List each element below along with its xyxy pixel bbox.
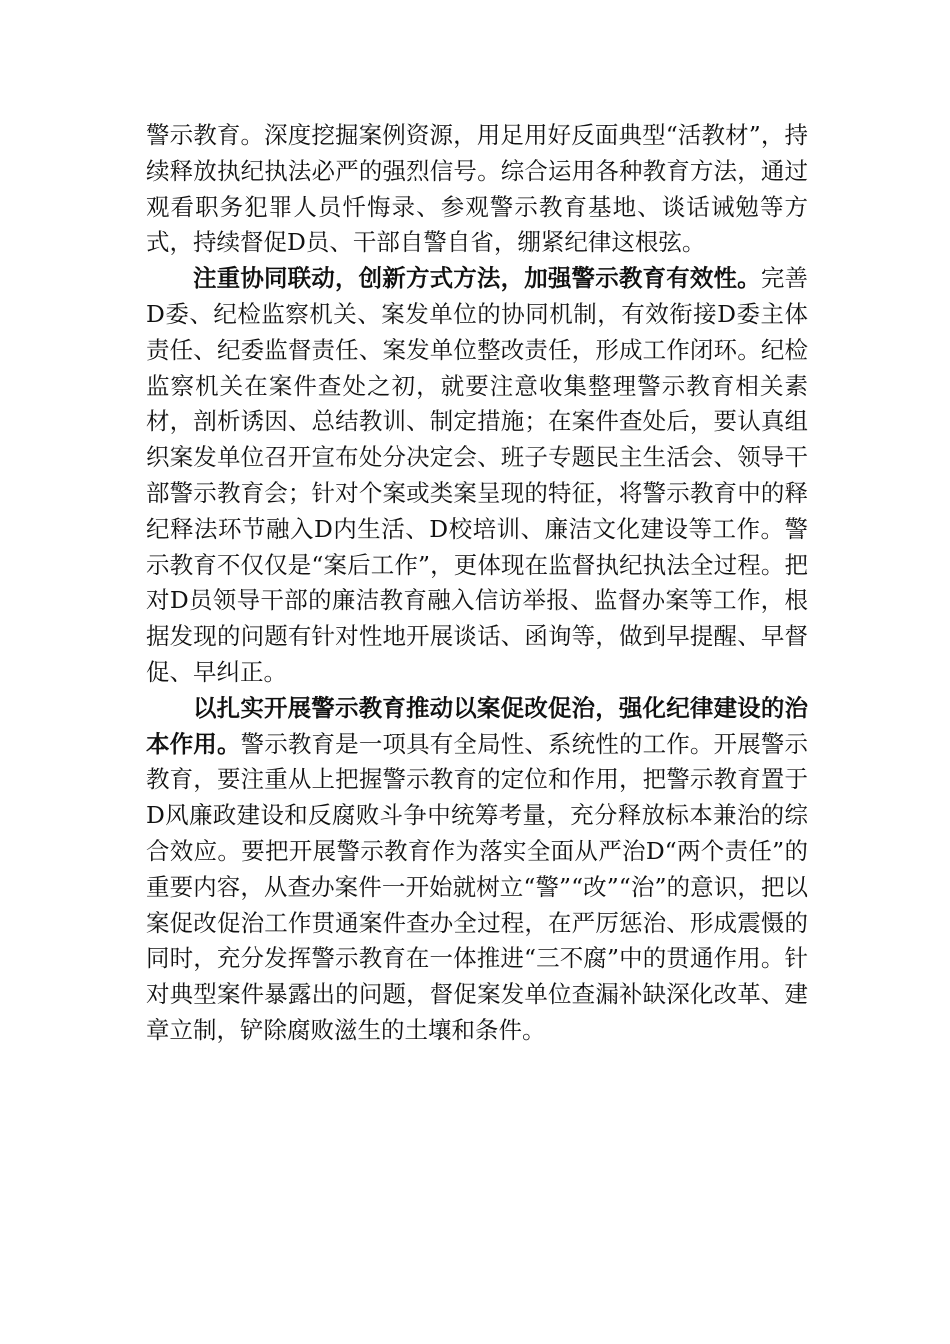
paragraph-3-heading: 以扎实开展警示教育推动以案促改促治，强化纪律建设的治本作用。 [146, 693, 808, 758]
paragraph-1-body: 警示教育。深度挖掘案例资源，用足用好反面典型“活教材”，持续释放执纪执法必严的强烈信号。综合运用各种教育方法，通过观看职务犯罪人员忏悔录、参观警示教育基地、谈话诫勉等方式，持续督促D员、干部自警自省，绷紧纪律这根弦。 [146, 121, 808, 257]
paragraph-1 [146, 118, 808, 261]
paragraph-2 [146, 261, 808, 691]
paragraph-2-body: 完善D委、纪检监察机关、案发单位的协同机制，有效衔接D委主体责任、纪委监督责任、案发单位整改责任，形成工作闭环。纪检监察机关在案件查处之初，就要注意收集整理警示教育相关素材，剖析诱因、总结教训、制定措施；在案件查处后，要认真组织案发单位召开宣布处分决定会、班子专题民主生活会、领导干部警示教育会；针对个案或类案呈现的特征，将警示教育中的释纪释法环节融入D内生活、D校培训、廉洁文化建设等工作。警示教育不仅仅是“案后工作”，更体现在监督执纪执法全过程。把对D员领导干部的廉洁教育融入信访举报、监督办案等工作，根据发现的问题有针对性地开展谈话、函询等，做到早提醒、早督促、早纠正。 [146, 264, 809, 686]
paragraph-3 [146, 691, 808, 1049]
paragraph-3-body: 警示教育是一项具有全局性、系统性的工作。开展警示教育，要注重从上把握警示教育的定位和作用，把警示教育置于D风廉政建设和反腐败斗争中统筹考量，充分释放标本兼治的综合效应。要把开展警示教育作为落实全面从严治D“两个责任”的重要内容，从查办案件一开始就树立“警”“改”“治”的意识，把以案促改促治工作贯通案件查办全过程，在严厉惩治、形成震慑的同时，充分发挥警示教育在一体推进“三不腐”中的贯通作用。针对典型案件暴露出的问题，督促案发单位查漏补缺深化改革、建章立制，铲除腐败滋生的土壤和条件。 [146, 729, 809, 1044]
document-body [146, 118, 808, 1049]
paragraph-2-heading: 注重协同联动，创新方式方法，加强警示教育有效性。 [193, 264, 761, 293]
